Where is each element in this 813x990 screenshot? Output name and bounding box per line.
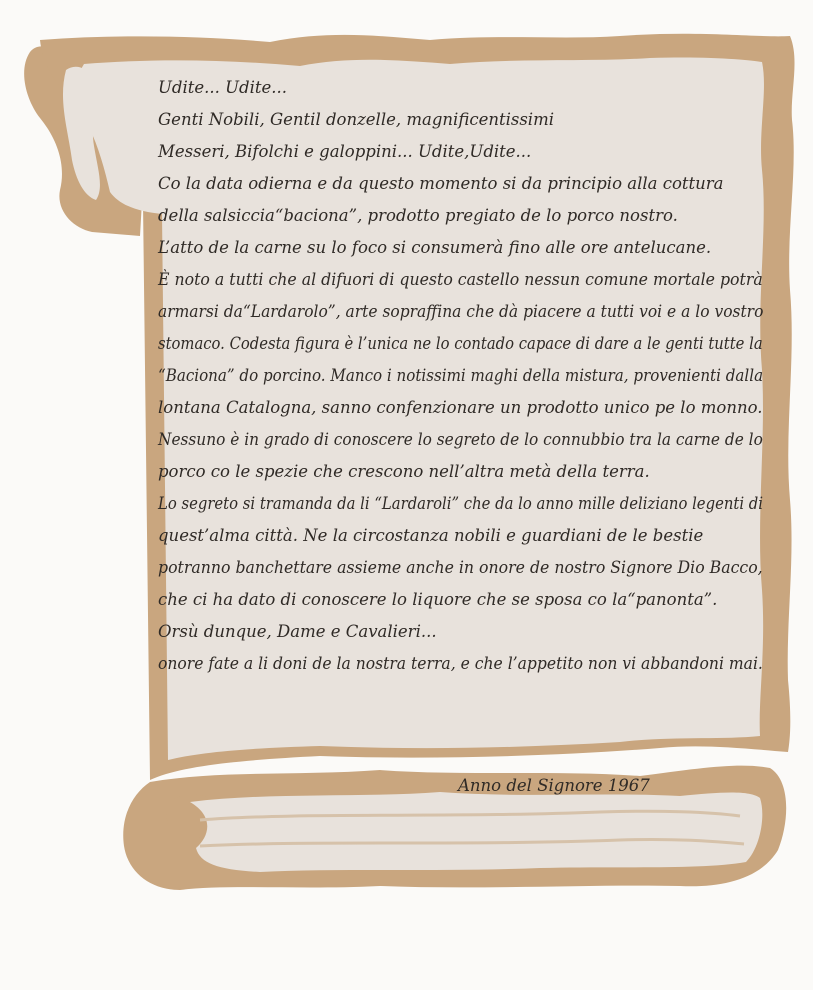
proclamation-line: Udite... Udite...: [158, 78, 287, 97]
proclamation-line: onore fate a li doni de la nostra terra, e che l’appetito non vi abbandoni mai.: [158, 654, 763, 673]
proclamation-line: quest’alma città. Ne la circostanza nobili e guardiani de le bestie: [158, 526, 704, 545]
proclamation-line: È noto a tutti che al difuori di questo castello nessun comune mortale potrà: [158, 270, 763, 289]
proclamation-line: Genti Nobili, Gentil donzelle, magnificentissimi: [158, 110, 554, 129]
proclamation-line: porco co le spezie che crescono nell’altra metà della terra.: [158, 462, 650, 481]
proclamation-line: che ci ha dato di conoscere lo liquore che se sposa co la“panonta”.: [158, 590, 718, 609]
proclamation-line: Messeri, Bifolchi e galoppini... Udite,Udite...: [158, 142, 532, 161]
proclamation-line: Lo segreto si tramanda da li “Lardaroli” che da lo anno mille deliziano legenti di: [158, 494, 764, 513]
proclamation-line: armarsi da“Lardarolo”, arte sopraffina che dà piacere a tutti voi e a lo vostro: [158, 302, 764, 321]
proclamation-line: Co la data odierna e da questo momento si da principio alla cottura: [158, 174, 724, 193]
proclamation-line: lontana Catalogna, sanno confenzionare un prodotto unico pe lo monno.: [158, 398, 763, 417]
proclamation-line: stomaco. Codesta figura è l’unica ne lo contado capace di dare a le genti tutte la: [158, 334, 763, 353]
proclamation-line: della salsiccia“baciona”, prodotto pregiato de lo porco nostro.: [158, 206, 678, 225]
proclamation-line: Nessuno è in grado di conoscere lo segreto de lo connubbio tra la carne de lo: [158, 430, 763, 449]
proclamation-line: Orsù dunque, Dame e Cavalieri...: [158, 622, 437, 641]
date-signature: Anno del Signore 1967: [458, 776, 650, 795]
proclamation-line: L’atto de la carne su lo foco si consumerà fino alle ore antelucane.: [158, 238, 712, 257]
proclamation-line: potranno banchettare assieme anche in onore de nostro Signore Dio Bacco,: [158, 558, 763, 577]
proclamation-line: “Baciona” do porcino. Manco i notissimi maghi della mistura, provenienti dalla: [158, 366, 764, 385]
